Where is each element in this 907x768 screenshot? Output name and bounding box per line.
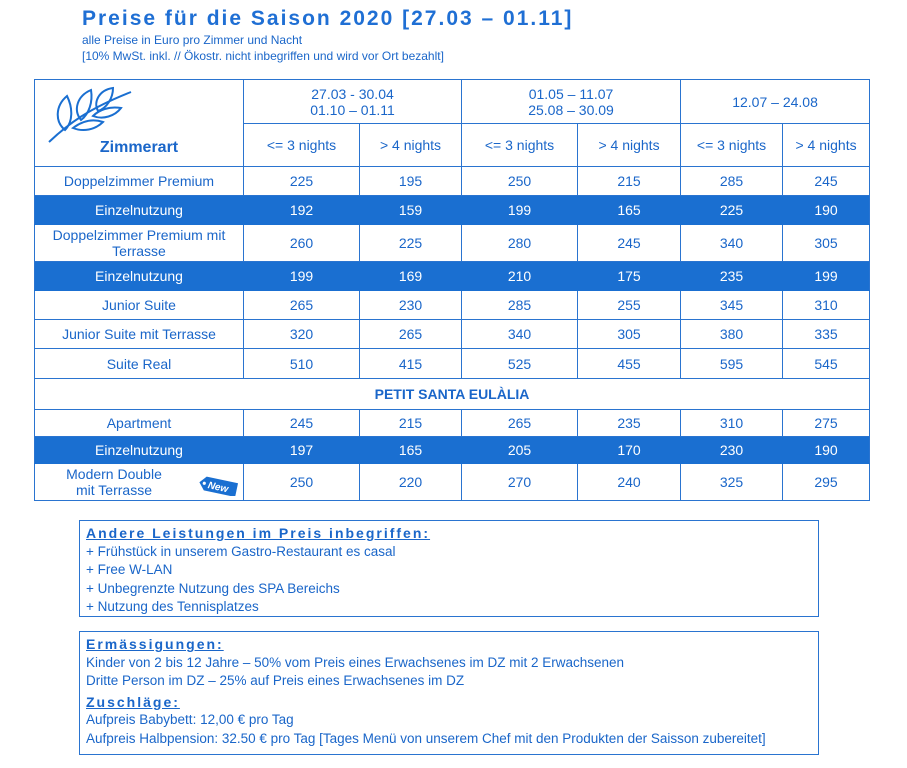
period-1-line1: 27.03 - 30.04 [311,85,394,102]
price-cell: 195 [360,167,462,196]
room-type-header [35,80,244,167]
list-item: Kinder von 2 bis 12 Jahre – 50% vom Preis eines Erwachsenes im DZ mit 2 Erwachsenen [86,654,624,670]
price-cell: 545 [783,349,870,379]
table-row [35,225,870,262]
price-cell: 275 [783,410,870,437]
price-cell: 295 [783,464,870,501]
price-cell: 192 [244,196,360,225]
nights-subhead: > 4 nights [578,124,681,167]
discounts-box [79,631,819,755]
room-name: Apartment [35,410,244,437]
surcharges-heading: Zuschläge: [86,693,180,710]
price-cell: 525 [462,349,578,379]
table-row [35,349,870,379]
room-name: Suite Real [35,349,244,379]
price-cell: 170 [578,437,681,464]
price-cell: 230 [360,291,462,320]
included-services-box [79,520,819,617]
price-cell: 235 [578,410,681,437]
price-cell: 415 [360,349,462,379]
new-tag-icon [195,476,239,496]
table-row [35,410,870,437]
price-cell: 245 [578,225,681,262]
price-cell: 510 [244,349,360,379]
included-heading: Andere Leistungen im Preis inbegriffen: [86,525,431,541]
price-cell: 265 [462,410,578,437]
price-cell: 197 [244,437,360,464]
leaf-logo-icon [43,84,133,144]
price-cell: 205 [462,437,578,464]
price-cell: 190 [783,196,870,225]
price-cell: 165 [360,437,462,464]
room-name: Doppelzimmer Premium [35,167,244,196]
section-row [35,379,870,410]
price-cell: 340 [681,225,783,262]
price-cell: 210 [462,262,578,291]
price-cell: 305 [783,225,870,262]
price-cell: 220 [360,464,462,501]
list-item: + Frühstück in unserem Gastro-Restaurant es casal [86,543,396,559]
period-2-line2: 25.08 – 30.09 [528,101,614,118]
price-cell: 199 [783,262,870,291]
price-cell: 280 [462,225,578,262]
period-1-header [244,80,462,124]
price-cell: 305 [578,320,681,349]
nights-subhead: <= 3 nights [462,124,578,167]
list-item: + Nutzung des Tennisplatzes [86,599,259,614]
price-cell: 250 [244,464,360,501]
nights-subhead: <= 3 nights [681,124,783,167]
price-cell: 595 [681,349,783,379]
price-cell: 199 [244,262,360,291]
period-1-line2: 01.10 – 01.11 [310,101,395,118]
price-cell: 325 [681,464,783,501]
price-cell: 240 [578,464,681,501]
price-cell: 255 [578,291,681,320]
period-3-header [681,80,870,124]
nights-subhead: > 4 nights [360,124,462,167]
table-row [35,291,870,320]
room-name: Doppelzimmer Premium mit Terrasse [35,225,244,262]
table-row [35,262,870,291]
price-cell: 215 [360,410,462,437]
period-header-row [35,80,870,124]
price-cell: 260 [244,225,360,262]
list-item: + Free W-LAN [86,562,173,577]
room-type-label: Zimmerart [99,139,179,156]
price-cell: 320 [244,320,360,349]
period-2-line1: 01.05 – 11.07 [528,85,614,102]
section-heading: PETIT SANTA EULÀLIA [35,379,870,410]
price-table [34,79,870,501]
subtitle-prices-note: alle Preise in Euro pro Zimmer und Nacht [82,33,303,47]
price-cell: 310 [783,291,870,320]
price-cell: 225 [244,167,360,196]
price-cell: 175 [578,262,681,291]
price-cell: 165 [578,196,681,225]
table-row [35,196,870,225]
period-2-header [462,80,681,124]
price-cell: 285 [462,291,578,320]
price-cell: 225 [681,196,783,225]
price-cell: 285 [681,167,783,196]
price-cell: 340 [462,320,578,349]
room-name-line2: mit Terrasse [76,482,152,498]
price-cell: 245 [244,410,360,437]
room-name: Einzelnutzung [35,196,244,225]
list-item: + Unbegrenzte Nutzung des SPA Bereichs [86,580,340,596]
list-item: Dritte Person im DZ – 25% auf Preis eines Erwachsenes im DZ [86,673,465,688]
price-cell: 270 [462,464,578,501]
period-3-line1: 12.07 – 24.08 [732,93,818,110]
page-title: Preise für die Saison 2020 [27.03 – 01.11] [82,7,574,30]
price-cell: 250 [462,167,578,196]
price-cell: 199 [462,196,578,225]
room-name: Einzelnutzung [35,437,244,464]
price-cell: 225 [360,225,462,262]
price-cell: 190 [783,437,870,464]
discounts-heading: Ermässigungen: [86,636,224,652]
room-name-line1: Modern Double [66,466,162,482]
table-row [35,437,870,464]
table-row [35,464,870,501]
price-cell: 455 [578,349,681,379]
subtitle-tax-note: [10% MwSt. inkl. // Ökostr. nicht inbegriffen und wird vor Ort bezahlt] [82,49,444,63]
room-name: Junior Suite [35,291,244,320]
price-cell: 265 [244,291,360,320]
price-cell: 159 [360,196,462,225]
room-name: Einzelnutzung [35,262,244,291]
price-cell: 310 [681,410,783,437]
nights-subhead: <= 3 nights [244,124,360,167]
price-cell: 265 [360,320,462,349]
room-name: Junior Suite mit Terrasse [35,320,244,349]
table-row [35,167,870,196]
price-cell: 215 [578,167,681,196]
price-cell: 245 [783,167,870,196]
nights-subhead: > 4 nights [783,124,870,167]
list-item: Aufpreis Halbpension: 32.50 € pro Tag [Tages Menü von unserem Chef mit den Produkten der Saisson zubereitet] [86,730,766,746]
price-cell: 335 [783,320,870,349]
table-row [35,320,870,349]
room-name [35,464,244,501]
price-cell: 230 [681,437,783,464]
price-cell: 380 [681,320,783,349]
price-cell: 235 [681,262,783,291]
price-cell: 169 [360,262,462,291]
price-cell: 345 [681,291,783,320]
new-badge-text: New [206,480,230,496]
list-item: Aufpreis Babybett: 12,00 € pro Tag [86,712,294,727]
